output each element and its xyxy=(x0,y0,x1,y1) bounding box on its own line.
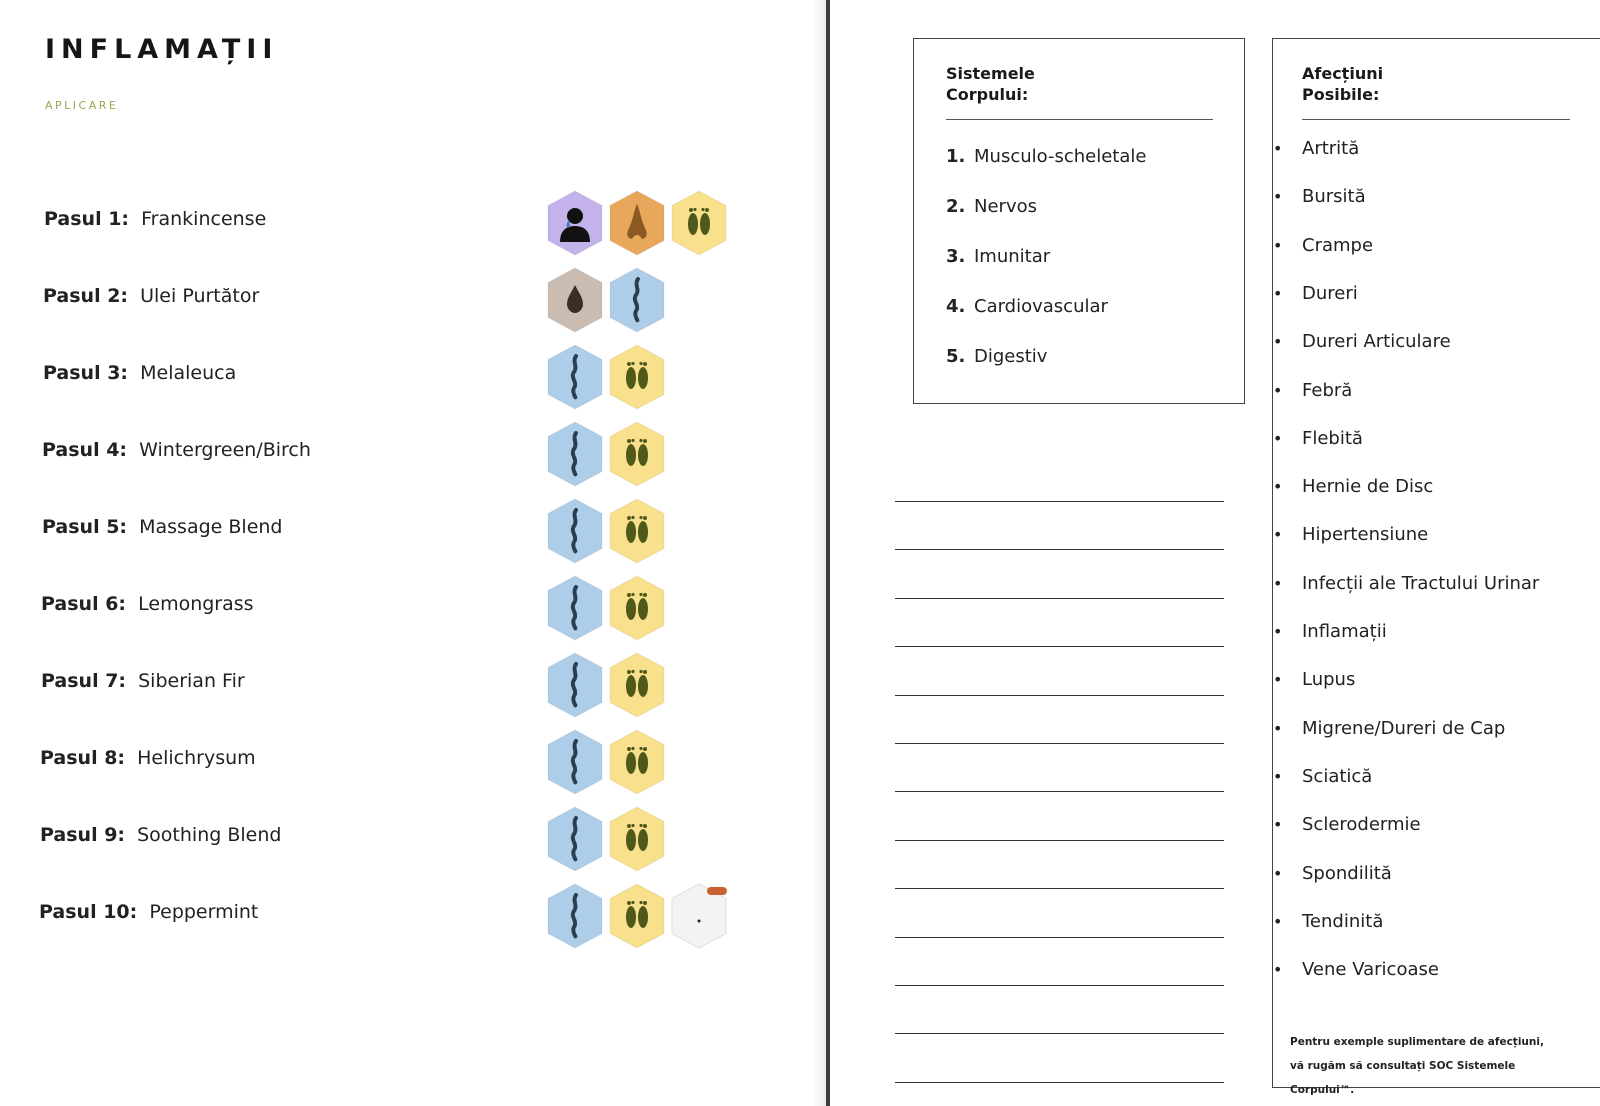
condition-item: Vene Varicoase xyxy=(1302,959,1439,981)
system-number: 3. xyxy=(946,246,966,267)
condition-item: Flebită xyxy=(1302,427,1363,449)
step-label xyxy=(43,285,259,307)
feet-icon xyxy=(607,498,667,564)
condition-item: Spondilită xyxy=(1302,862,1392,884)
conditions-heading-line1: Afecțiuni xyxy=(1302,64,1384,83)
step-number: Pasul 6: xyxy=(41,593,127,615)
feet-icon xyxy=(607,421,667,487)
step-oil-name: Massage Blend xyxy=(139,516,283,538)
note-line xyxy=(895,598,1224,599)
feet-icon xyxy=(607,729,667,795)
system-label: Nervos xyxy=(974,196,1037,217)
bullet-icon: • xyxy=(1273,477,1283,497)
note-line xyxy=(895,985,1224,986)
step-number: Pasul 4: xyxy=(42,439,128,461)
note-line xyxy=(895,743,1224,744)
bullet-icon: • xyxy=(1273,670,1283,690)
system-number: 2. xyxy=(946,196,966,217)
step-number: Pasul 8: xyxy=(40,747,126,769)
condition-item: Hernie de Disc xyxy=(1302,476,1434,498)
spine-icon xyxy=(545,498,605,564)
condition-item: Febră xyxy=(1302,379,1353,401)
step-oil-name: Ulei Purtător xyxy=(140,285,260,307)
step-label xyxy=(41,670,245,692)
bullet-icon: • xyxy=(1273,863,1283,883)
spine-icon xyxy=(545,652,605,718)
step-row xyxy=(0,344,800,404)
step-oil-name: Soothing Blend xyxy=(137,824,282,846)
step-number: Pasul 5: xyxy=(42,516,128,538)
step-number: Pasul 2: xyxy=(43,285,129,307)
condition-item: Crampe xyxy=(1302,234,1374,256)
bullet-icon: • xyxy=(1273,911,1283,931)
system-label: Imunitar xyxy=(974,246,1051,267)
step-row xyxy=(0,652,800,712)
spine-icon xyxy=(545,575,605,641)
system-number: 4. xyxy=(946,296,966,317)
step-number: Pasul 7: xyxy=(41,670,127,692)
step-oil-name: Lemongrass xyxy=(138,593,254,615)
step-label xyxy=(43,362,236,384)
spine-icon xyxy=(545,421,605,487)
step-number: Pasul 9: xyxy=(40,824,126,846)
note-line xyxy=(895,937,1224,938)
step-label xyxy=(39,901,258,923)
condition-item: Dureri Articulare xyxy=(1302,331,1451,353)
bullet-icon: • xyxy=(1273,815,1283,835)
system-label: Musculo-scheletale xyxy=(974,146,1147,167)
condition-item: Hipertensiune xyxy=(1302,524,1429,546)
bullet-icon: • xyxy=(1273,187,1283,207)
feet-icon xyxy=(607,652,667,718)
step-label xyxy=(44,208,266,230)
drop-icon xyxy=(545,267,605,333)
step-oil-name: Frankincense xyxy=(141,208,267,230)
system-item xyxy=(946,246,1050,267)
bullet-icon: • xyxy=(1273,718,1283,738)
optional-icon xyxy=(669,883,729,949)
conditions-footnote: Pentru exemple suplimentare de afecțiuni, vă rugăm să consultați SOC Sistemele Corpului™. xyxy=(1290,1036,1544,1096)
step-label xyxy=(41,593,254,615)
system-number: 1. xyxy=(946,146,966,167)
feet-icon xyxy=(607,344,667,410)
condition-item: Sclerodermie xyxy=(1302,814,1421,836)
step-row xyxy=(0,190,800,250)
step-number: Pasul 1: xyxy=(44,208,130,230)
step-number: Pasul 10: xyxy=(39,901,138,923)
page-fold-shadow xyxy=(812,0,826,1106)
systems-heading-line2: Corpului: xyxy=(946,85,1029,104)
condition-item: Sciatică xyxy=(1302,765,1373,787)
spine-icon xyxy=(545,729,605,795)
step-label xyxy=(42,439,311,461)
step-number: Pasul 3: xyxy=(43,362,129,384)
feet-icon xyxy=(607,883,667,949)
feet-icon xyxy=(669,190,729,256)
system-label: Cardiovascular xyxy=(974,296,1108,317)
inhalation-icon xyxy=(607,190,667,256)
step-row xyxy=(0,421,800,481)
step-label xyxy=(42,516,283,538)
condition-item: Infecții ale Tractului Urinar xyxy=(1302,572,1540,594)
spine-icon xyxy=(545,806,605,872)
spine-icon xyxy=(607,267,667,333)
bullet-icon: • xyxy=(1273,525,1283,545)
condition-item: Migrene/Dureri de Cap xyxy=(1302,717,1506,739)
system-item xyxy=(946,296,1108,317)
bullet-icon: • xyxy=(1273,139,1283,158)
condition-item: Lupus xyxy=(1302,669,1356,691)
step-oil-name: Melaleuca xyxy=(140,362,237,384)
note-line xyxy=(895,888,1224,889)
system-item xyxy=(946,146,1146,167)
step-row xyxy=(0,267,800,327)
step-row xyxy=(0,575,800,635)
systems-heading-line1: Sistemele xyxy=(946,64,1035,83)
system-item xyxy=(946,196,1037,217)
bullet-icon: • xyxy=(1273,380,1283,400)
spine-icon xyxy=(545,344,605,410)
page-title: INFLAMAȚII xyxy=(45,34,279,65)
system-number: 5. xyxy=(946,346,966,367)
note-line xyxy=(895,646,1224,647)
note-line xyxy=(895,501,1224,502)
note-line xyxy=(895,1033,1224,1034)
step-oil-name: Helichrysum xyxy=(137,747,256,769)
step-oil-name: Wintergreen/Birch xyxy=(139,439,311,461)
note-line xyxy=(895,840,1224,841)
condition-item: Inflamații xyxy=(1302,621,1387,642)
bullet-icon: • xyxy=(1273,283,1283,303)
note-line xyxy=(895,791,1224,792)
step-oil-name: Peppermint xyxy=(149,901,259,923)
bullet-icon: • xyxy=(1273,332,1283,352)
step-row xyxy=(0,806,800,866)
conditions-heading-line2: Posibile: xyxy=(1302,85,1380,104)
systems-heading xyxy=(946,63,1035,105)
system-label: Digestiv xyxy=(974,346,1048,367)
system-item xyxy=(946,346,1047,367)
bullet-icon: • xyxy=(1273,235,1283,255)
bullet-icon: • xyxy=(1273,622,1283,641)
conditions-heading-rule xyxy=(1302,119,1570,120)
spine-icon xyxy=(545,883,605,949)
step-label xyxy=(40,824,281,846)
step-label xyxy=(40,747,256,769)
condition-item: Artrită xyxy=(1302,138,1360,159)
step-row xyxy=(0,729,800,789)
page-gutter xyxy=(826,0,830,1106)
systems-heading-rule xyxy=(946,119,1213,120)
step-row xyxy=(0,883,800,943)
step-oil-name: Siberian Fir xyxy=(138,670,245,692)
note-line xyxy=(895,549,1224,550)
step-row xyxy=(0,498,800,558)
sublingual-icon xyxy=(545,190,605,256)
condition-item: Dureri xyxy=(1302,282,1358,304)
bullet-icon: • xyxy=(1273,766,1283,786)
condition-item: Bursită xyxy=(1302,186,1366,208)
note-line xyxy=(895,695,1224,696)
bullet-icon: • xyxy=(1273,428,1283,448)
page-subtitle: APLICARE xyxy=(45,99,119,112)
feet-icon xyxy=(607,575,667,641)
note-line xyxy=(895,1082,1224,1083)
feet-icon xyxy=(607,806,667,872)
condition-item: Tendinită xyxy=(1302,910,1384,932)
bullet-icon: • xyxy=(1273,573,1283,593)
conditions-heading xyxy=(1302,63,1383,105)
bullet-icon: • xyxy=(1273,960,1283,980)
